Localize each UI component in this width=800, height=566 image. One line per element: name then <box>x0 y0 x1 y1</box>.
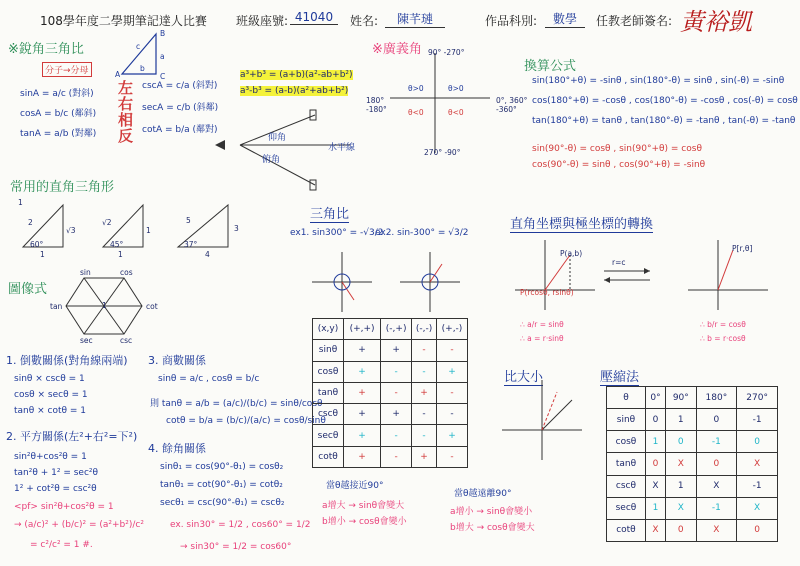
subject-label: 作品科別: <box>485 14 538 28</box>
cell: X <box>645 475 665 497</box>
cell: X <box>737 453 778 475</box>
cell: 0 <box>645 453 665 475</box>
valuetable-title: 壓縮法 <box>600 366 639 386</box>
cell: + <box>381 404 412 425</box>
polar-f4: ∴ b = r·cosθ <box>700 334 746 343</box>
cell: cscθ <box>313 404 344 425</box>
trig-ex2: ex2. sin-300° = √3/2 <box>375 228 469 238</box>
cell: X <box>696 519 737 541</box>
cell: + <box>344 361 381 382</box>
trig-ex1: ex1. sin300° = -√3/2 <box>290 228 384 238</box>
square-pf3: = c²/c² = 1 #. <box>30 540 93 550</box>
hex-center: 1 <box>102 301 107 310</box>
q1-label: θ>0 <box>448 84 464 93</box>
table-row <box>313 361 468 382</box>
polar-arrow-label: r=c <box>612 258 626 267</box>
cell: cscθ <box>607 475 646 497</box>
cot-def: cotA = b/a (鄰對) <box>142 125 218 135</box>
tri2-opp: 1 <box>146 226 151 235</box>
far-1: a增小 → sinθ會變小 <box>450 507 533 517</box>
cell: 0 <box>645 409 665 431</box>
tri3-37: 37° <box>184 240 198 249</box>
polar-axes-2 <box>688 240 768 310</box>
unit-circle-2 <box>400 252 460 312</box>
horizontal-label: 水平線 <box>328 143 356 153</box>
cell: cotθ <box>607 519 646 541</box>
cell: cosθ <box>313 361 344 382</box>
cell: - <box>436 382 467 403</box>
cell: -1 <box>696 431 737 453</box>
cell: + <box>436 425 467 446</box>
sign-table <box>312 318 468 468</box>
cell: secθ <box>607 497 646 519</box>
class-label: 班級座號: <box>236 14 289 28</box>
csc-def: cscA = c/a (斜對) <box>142 81 218 91</box>
compare-title: 比大小 <box>504 366 543 386</box>
table-row <box>607 409 778 431</box>
trigvalue-title: 三角比 <box>310 203 349 223</box>
tri1-adj: 1 <box>40 250 45 259</box>
quadrant-axes <box>385 48 495 158</box>
table-row <box>607 453 778 475</box>
cube-sum: a³+b³ = (a+b)(a²-ab+b²) <box>240 70 353 80</box>
sign-h1: (+,+) <box>344 319 381 340</box>
conv-tan: tan(180°+θ) = tanθ , tan(180°-θ) = -tanθ , tan(-θ) = -tanθ <box>532 116 796 126</box>
cell: 0 <box>737 431 778 453</box>
cell: + <box>344 425 381 446</box>
sign-table-header <box>313 319 468 340</box>
far-title: 當θ越遠離90° <box>454 489 512 499</box>
comp-3: secθ₁ = csc(90°-θ₁) = cscθ₂ <box>160 498 285 508</box>
cell: - <box>436 340 467 361</box>
hex-sin: sin <box>80 268 91 277</box>
polar-p2: P[r,θ] <box>732 244 753 253</box>
tri3-adj: 4 <box>205 250 210 259</box>
cell: - <box>412 361 437 382</box>
table-row <box>313 340 468 361</box>
tri-B: B <box>160 29 166 38</box>
table-row <box>607 431 778 453</box>
tri3-hyp: 5 <box>186 216 191 225</box>
conv-cos90: cos(90°-θ) = sinθ , cos(90°+θ) = -sinθ <box>532 160 706 170</box>
tri1-opp: √3 <box>66 226 76 235</box>
polar-arrows <box>602 266 652 286</box>
near-2: b增小 → cosθ會變小 <box>322 517 407 527</box>
tri1-num: 1 <box>18 198 23 207</box>
cell: - <box>412 404 437 425</box>
quotient-title: 3. 商數關係 <box>148 354 206 367</box>
q2-label: θ>0 <box>408 84 424 93</box>
teacher-label: 任教老師簽名: <box>596 14 673 28</box>
cell: 0 <box>696 409 737 431</box>
cell: cotθ <box>313 446 344 467</box>
complement-title: 4. 餘角關係 <box>148 442 206 455</box>
recip-3: tanθ × cotθ = 1 <box>14 406 86 416</box>
cell: X <box>666 497 696 519</box>
vh1: 0° <box>645 387 665 409</box>
quot-3: cotθ = b/a = (b/c)/(a/c) = cosθ/sinθ <box>166 416 326 426</box>
elevation-label: 仰角 <box>268 133 287 143</box>
unit-circle-1 <box>312 252 372 312</box>
cell: 1 <box>666 475 696 497</box>
cell: 0 <box>696 453 737 475</box>
hex-sec: sec <box>80 336 93 345</box>
sin-def: sinA = a/c (對斜) <box>20 89 94 99</box>
quot-1: sinθ = a/c , cosθ = b/c <box>158 374 260 384</box>
square-1: sin²θ+cos²θ = 1 <box>14 452 87 462</box>
hex-cos: cos <box>120 268 133 277</box>
polar-title: 直角坐標與極坐標的轉換 <box>510 213 653 233</box>
q-top: 90° -270° <box>428 48 465 57</box>
q4-label: θ<0 <box>448 108 464 117</box>
table-row <box>607 497 778 519</box>
comp-ex: ex. sin30° = 1/2 , cos60° = 1/2 <box>170 520 311 530</box>
cell: - <box>436 446 467 467</box>
polar-p1-conv: P(rcosθ, rsinθ) <box>520 288 574 297</box>
sign-h4: (+,-) <box>436 319 467 340</box>
polar-f1: ∴ a/r = sinθ <box>520 320 564 329</box>
table-row <box>607 475 778 497</box>
conv-sin90: sin(90°-θ) = cosθ , sin(90°+θ) = cosθ <box>532 144 702 154</box>
cos-def: cosA = b/c (鄰斜) <box>20 109 97 119</box>
cell: + <box>344 340 381 361</box>
table-row <box>313 382 468 403</box>
cell: 1 <box>645 497 665 519</box>
tri-b: b <box>140 64 145 73</box>
hex-csc: csc <box>120 336 133 345</box>
polar-f3: ∴ b/r = cosθ <box>700 320 746 329</box>
tri-A: A <box>115 70 121 79</box>
cell: + <box>412 446 437 467</box>
subject-value: 數學 <box>545 10 585 28</box>
cell: 1 <box>645 431 665 453</box>
value-table-header <box>607 387 778 409</box>
name-value: 陳芊璉 <box>385 10 445 28</box>
near-title: 當θ越接近90° <box>326 481 384 491</box>
page-title: 108學年度二學期筆記達人比賽 <box>40 14 207 28</box>
conv-sin: sin(180°+θ) = -sinθ , sin(180°-θ) = sinθ , sin(-θ) = -sinθ <box>532 76 785 86</box>
common-title: 常用的直角三角形 <box>10 180 115 195</box>
cell: -1 <box>696 497 737 519</box>
cube-diff: a³-b³ = (a-b)(a²+ab+b²) <box>240 86 349 96</box>
acute-subtitle: 分子→分母 <box>42 62 92 77</box>
cell: + <box>412 382 437 403</box>
cell: - <box>381 382 412 403</box>
cell: 0 <box>666 519 696 541</box>
cell: - <box>412 425 437 446</box>
table-row <box>313 404 468 425</box>
conv-cos: cos(180°+θ) = -cosθ , cos(180°-θ) = -cosθ , cos(-θ) = cosθ <box>532 96 798 106</box>
quot-2: 則 tanθ = a/b = (a/c)/(b/c) = sinθ/cosθ <box>150 399 323 409</box>
cell: - <box>381 425 412 446</box>
tri-C: C <box>160 72 166 81</box>
reciprocal-note: 左右相反 <box>118 79 134 145</box>
tri2-adj: 1 <box>118 250 123 259</box>
square-2: tan²θ + 1² = sec²θ <box>14 468 99 478</box>
hex-tan: tan <box>50 302 63 311</box>
common-triangles <box>18 205 258 255</box>
cell: cosθ <box>607 431 646 453</box>
q-bottom: 270° -90° <box>424 148 461 157</box>
cell: + <box>344 382 381 403</box>
table-row <box>607 519 778 541</box>
cell: X <box>696 475 737 497</box>
quadrant-title: ※廣義角 <box>372 42 422 57</box>
cell: + <box>436 361 467 382</box>
cell: -1 <box>737 475 778 497</box>
value-table <box>606 386 778 542</box>
cell: - <box>381 446 412 467</box>
cell: X <box>645 519 665 541</box>
reciprocal-title: 1. 倒數關係(對角線兩端) <box>6 354 128 367</box>
cell: - <box>436 404 467 425</box>
square-title: 2. 平方關係(左²+右²=下²) <box>6 430 138 443</box>
acute-title: ※銳角三角比 <box>8 42 84 57</box>
table-row <box>313 425 468 446</box>
tri2-45: 45° <box>110 240 124 249</box>
sign-h2: (-,+) <box>381 319 412 340</box>
name-label: 姓名: <box>350 14 379 28</box>
cell: X <box>737 497 778 519</box>
square-pf2: → (a/c)² + (b/c)² = (a²+b²)/c² <box>14 520 144 530</box>
cell: tanθ <box>313 382 344 403</box>
depression-label: 俯角 <box>262 155 281 165</box>
cell: 0 <box>737 519 778 541</box>
tri-c: c <box>136 42 141 51</box>
polar-p1: P(a,b) <box>560 249 583 258</box>
square-3: 1² + cot²θ = csc²θ <box>14 484 97 494</box>
tri2-hyp: √2 <box>102 218 112 227</box>
recip-2: cosθ × secθ = 1 <box>14 390 88 400</box>
q3-label: θ<0 <box>408 108 424 117</box>
tri1-60: 60° <box>30 240 44 249</box>
cell: sinθ <box>607 409 646 431</box>
q-right: 0°, 360° -360° <box>496 96 528 114</box>
acute-triangle <box>118 30 178 80</box>
vh4: 270° <box>737 387 778 409</box>
cell: sinθ <box>313 340 344 361</box>
comp-1: sinθ₁ = cos(90°-θ₁) = cosθ₂ <box>160 462 284 472</box>
cell: - <box>381 361 412 382</box>
sec-def: secA = c/b (斜鄰) <box>142 103 219 113</box>
teacher-signature: 黃裕凱 <box>680 8 752 36</box>
cell: tanθ <box>607 453 646 475</box>
conversion-title: 換算公式 <box>524 59 577 74</box>
tri1-hyp: 2 <box>28 218 33 227</box>
cell: X <box>666 453 696 475</box>
cell: + <box>381 340 412 361</box>
cell: 0 <box>666 431 696 453</box>
compare-diagram <box>502 380 582 460</box>
near-1: a增大 → sinθ會變大 <box>322 501 405 511</box>
comp-2: tanθ₁ = cot(90°-θ₁) = cotθ₂ <box>160 480 283 490</box>
vh2: 90° <box>666 387 696 409</box>
sign-h0: (x,y) <box>313 319 344 340</box>
cell: - <box>412 340 437 361</box>
comp-ex2: → sin30° = 1/2 = cos60° <box>180 542 292 552</box>
tan-def: tanA = a/b (對鄰) <box>20 129 97 139</box>
table-row <box>313 446 468 467</box>
polar-f2: ∴ a = r·sinθ <box>520 334 564 343</box>
square-pf: <pf> sin²θ+cos²θ = 1 <box>14 502 114 512</box>
recip-1: sinθ × cscθ = 1 <box>14 374 85 384</box>
graph-title: 圖像式 <box>8 282 48 297</box>
cell: + <box>344 404 381 425</box>
class-value: 41040 <box>290 10 338 25</box>
tri-a: a <box>160 52 165 61</box>
tri3-opp: 3 <box>234 224 239 233</box>
cell: 1 <box>666 409 696 431</box>
sign-h3: (-,-) <box>412 319 437 340</box>
vh3: 180° <box>696 387 737 409</box>
cell: -1 <box>737 409 778 431</box>
far-2: b增大 → cosθ會變大 <box>450 523 535 533</box>
q-left: 180° -180° <box>366 96 387 114</box>
cell: secθ <box>313 425 344 446</box>
vh0: θ <box>607 387 646 409</box>
polar-axes-1 <box>515 240 595 310</box>
hex-cot: cot <box>146 302 158 311</box>
cell: + <box>344 446 381 467</box>
